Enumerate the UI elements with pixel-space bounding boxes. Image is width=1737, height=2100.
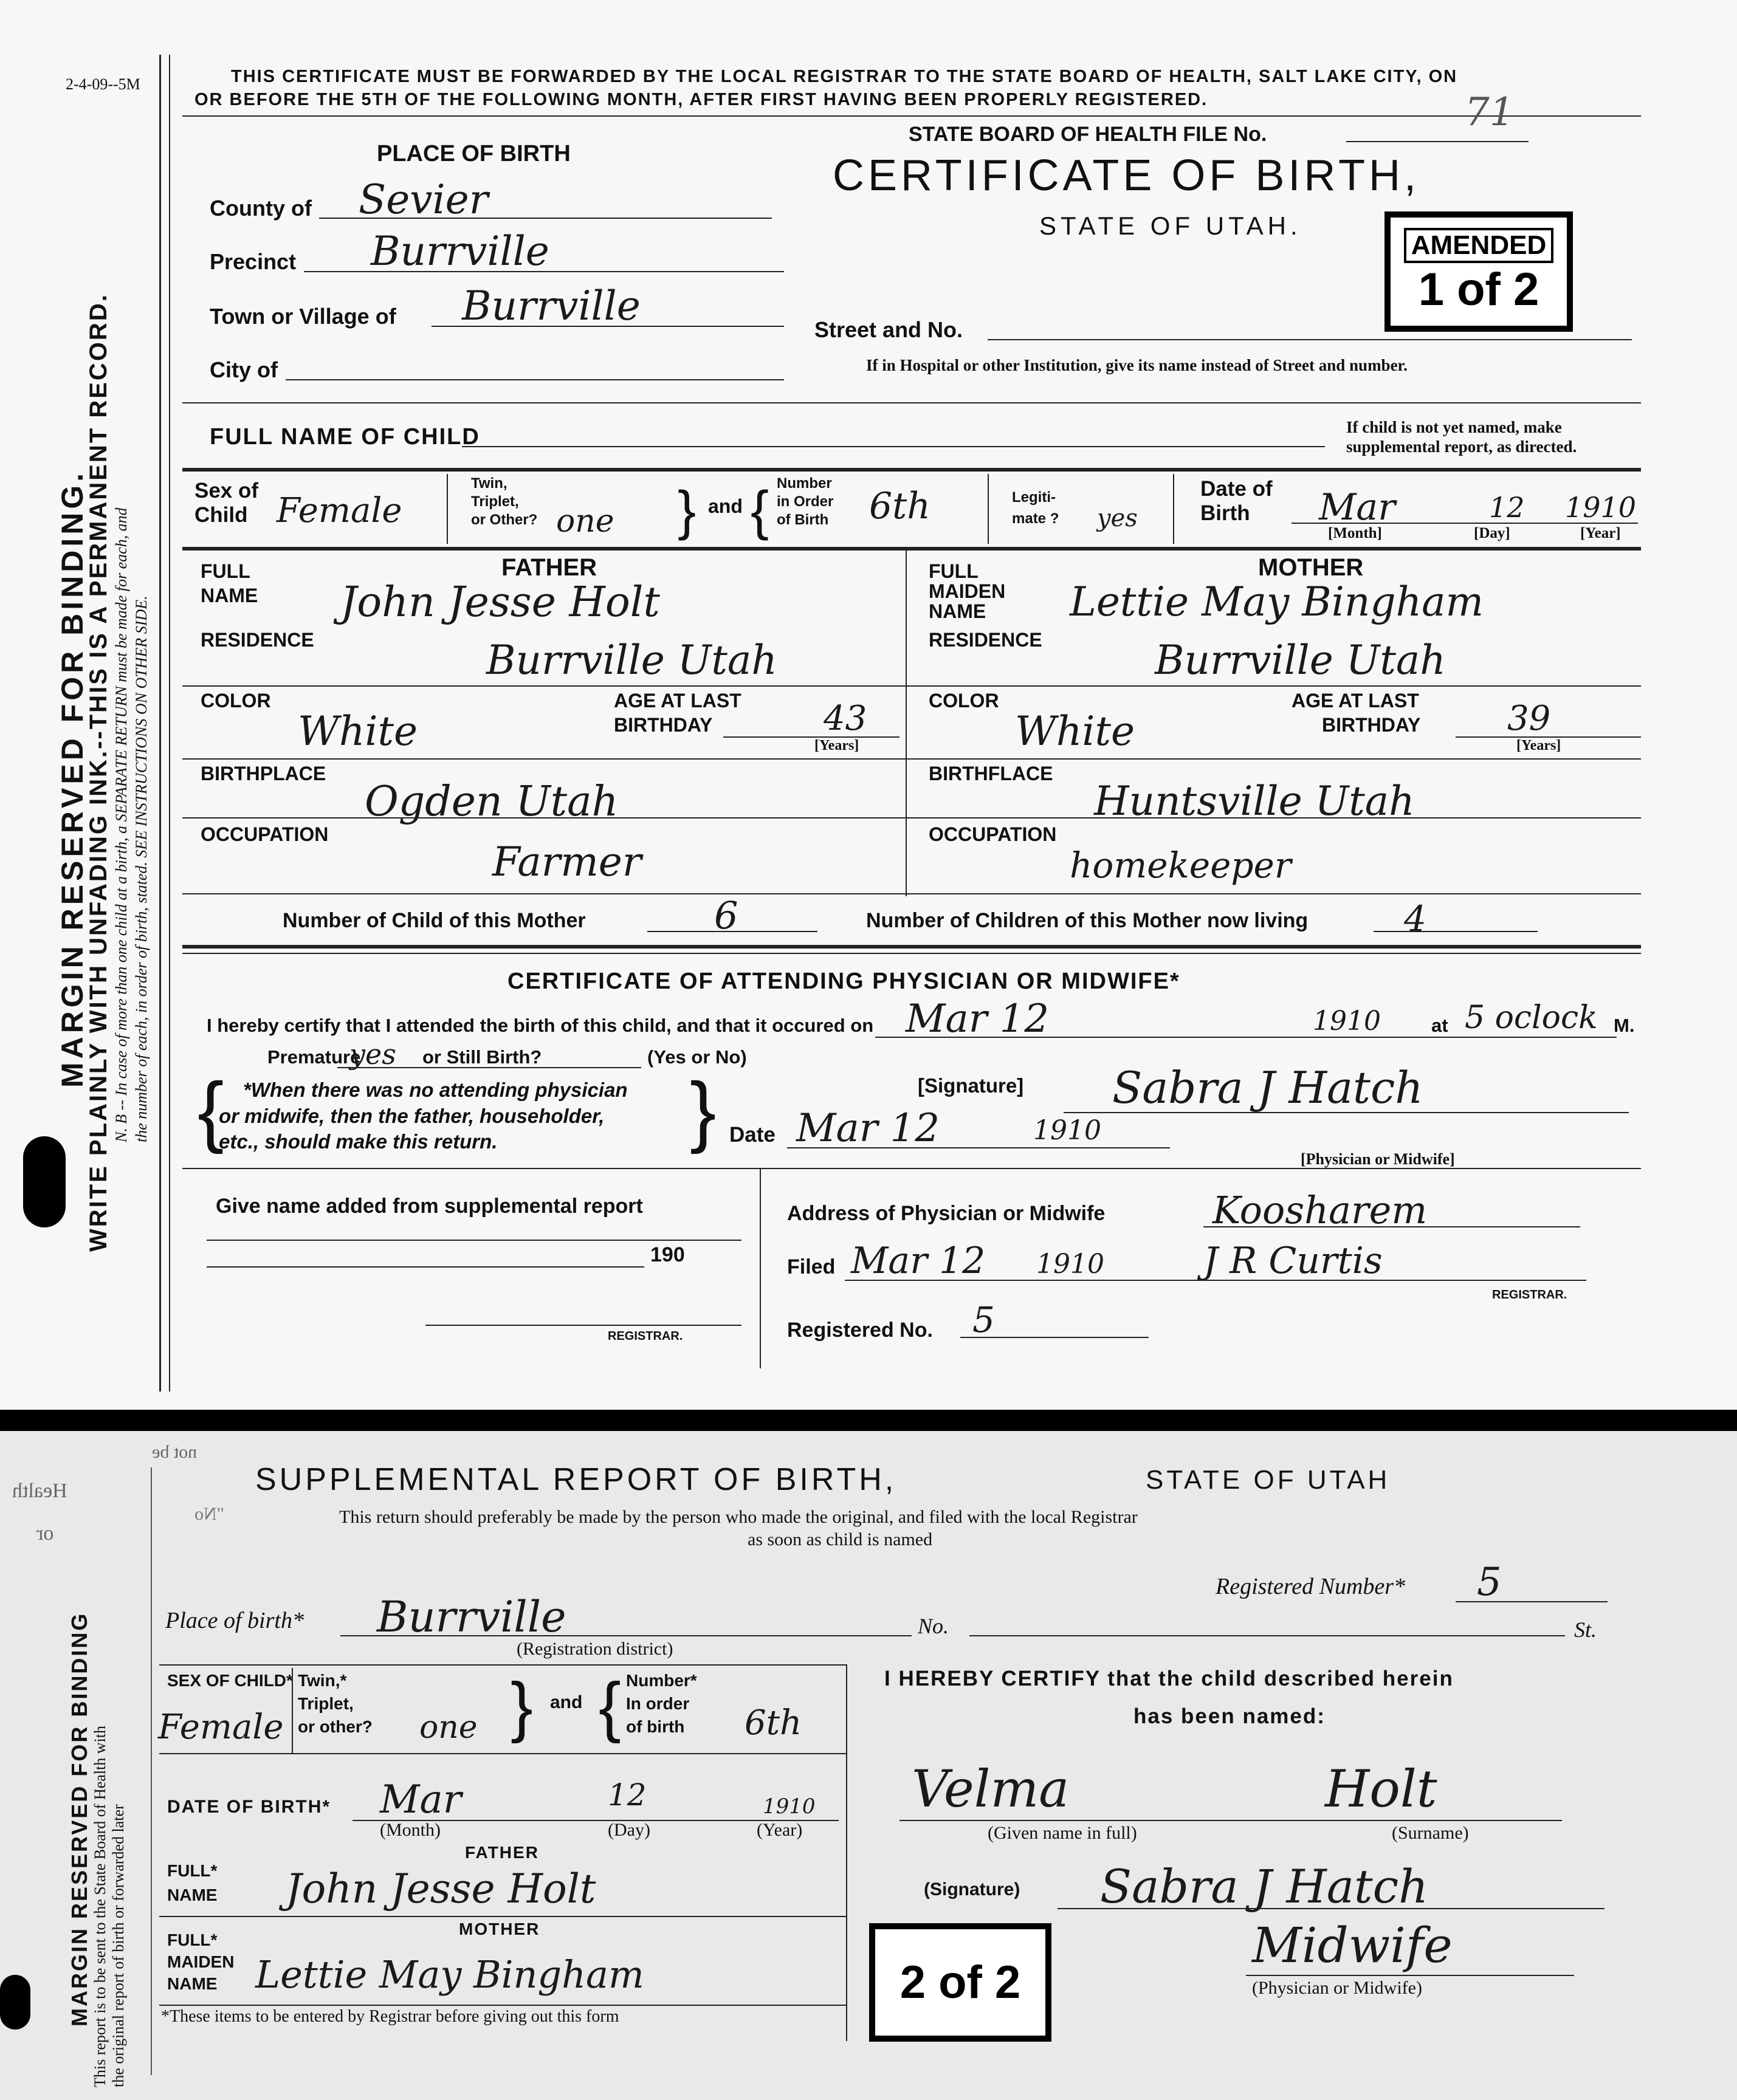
mother-occupation-label: OCCUPATION (929, 823, 1057, 845)
physician-heading: CERTIFICATE OF ATTENDING PHYSICIAN OR MIDWIFE* (507, 969, 1180, 994)
registered-label: Registered No. (787, 1319, 933, 1342)
filed-label: Filed (787, 1255, 836, 1278)
certificate-title: CERTIFICATE OF BIRTH, (833, 151, 1420, 200)
supp-order-label-2: In order (626, 1694, 690, 1713)
mother-color-line (906, 758, 1641, 760)
section-rule-3 (182, 547, 1641, 551)
town-label: Town or Village of (210, 304, 396, 329)
form-code: 2-4-09--5M (66, 75, 140, 93)
dob-label-1: Date of (1200, 477, 1273, 501)
not-named-note-1: If child is not yet named, make (1346, 418, 1562, 436)
supp-signer-role: Midwife (1252, 1917, 1453, 1974)
file-no-value: 71 (1465, 90, 1515, 135)
children-living-line (1374, 931, 1538, 932)
physician-signature: Sabra J Hatch (1112, 1062, 1423, 1113)
mother-age-value: 39 (1507, 699, 1551, 738)
registrar-signature: J R Curtis (1203, 1240, 1383, 1282)
mother-residence-label: RESIDENCE (929, 629, 1042, 651)
dob-label-2: Birth (1200, 501, 1250, 525)
hospital-note: If in Hospital or other Institution, give its name instead of Street and number. (866, 356, 1408, 374)
father-name-label: NAME (201, 585, 258, 606)
address-line (1203, 1226, 1580, 1227)
supp-mother-name-label: NAME (167, 1974, 218, 1993)
mother-maiden-label: MAIDEN (929, 580, 1006, 602)
note-brace-left: { (198, 1066, 224, 1155)
mother-birthplace-label: BIRTHFLACE (929, 763, 1053, 784)
legit-value: yes (1097, 504, 1138, 532)
year-caption: [Year] (1580, 525, 1621, 541)
town-line (432, 326, 784, 327)
order-label-3: of Birth (777, 512, 829, 528)
sign-date-value: Mar 12 (796, 1106, 940, 1151)
supp-registered-line (1456, 1601, 1608, 1602)
supp-father-full-label: FULL* (167, 1861, 218, 1880)
father-occupation-label: OCCUPATION (201, 823, 329, 845)
supp-surname-caption: (Surname) (1392, 1823, 1469, 1843)
page-2-stamp (869, 1923, 1051, 2042)
supp-month-caption: (Month) (380, 1820, 441, 1840)
child-number-line (647, 931, 817, 932)
father-birthplace-label: BIRTHPLACE (201, 763, 326, 784)
child-number-value: 6 (714, 893, 738, 938)
supp-place-value: Burrville (377, 1592, 566, 1642)
supp-order-value: 6th (745, 1703, 802, 1743)
supp-dob-year: 1910 (763, 1794, 816, 1819)
file-no-label: STATE BOARD OF HEALTH FILE No. (909, 123, 1267, 146)
year-190-label: 190 (650, 1243, 685, 1266)
supp-margin-note-2: This report is to be sent to the State Board of Health with (91, 1726, 109, 2087)
supp-margin-binding-note: MARGIN RESERVED FOR BINDING (67, 1611, 92, 2026)
day-caption: [Day] (1474, 525, 1510, 541)
registrar-caption-left: REGISTRAR. (608, 1330, 683, 1343)
supp-order-label-1: Number* (626, 1671, 697, 1690)
certify-year-value: 1910 (1313, 1006, 1381, 1037)
header-rule (182, 115, 1641, 117)
yes-no-label: (Yes or No) (647, 1046, 747, 1068)
signature-line (1064, 1112, 1629, 1113)
mother-residence-line (906, 685, 1641, 687)
month-caption: [Month] (1328, 525, 1382, 541)
father-residence-line (182, 685, 906, 687)
registered-line (960, 1337, 1149, 1338)
supp-dob-month: Mar (380, 1777, 462, 1822)
supp-order-brace: { (599, 1669, 621, 1744)
supp-dob-label: DATE OF BIRTH* (167, 1797, 331, 1817)
father-birthplace-line (182, 817, 906, 818)
filed-year-value: 1910 (1036, 1249, 1104, 1280)
mirror-text-2: Health (12, 1480, 67, 1502)
full-name-line (462, 446, 1325, 447)
supp-mother-line (159, 2005, 846, 2006)
at-label: at (1431, 1015, 1448, 1036)
father-age-line (723, 736, 899, 738)
when-note-2: or midwife, then the father, householder, (219, 1105, 605, 1127)
mother-name-value: Lettie May Bingham (1070, 578, 1484, 625)
supp-father-heading: FATHER (465, 1843, 539, 1862)
supp-twin-label-2: Triplet, (298, 1694, 354, 1713)
full-name-label: FULL NAME OF CHILD (210, 424, 480, 450)
father-residence-value: Burrville Utah (486, 637, 777, 684)
supp-reg-district-label: (Registration district) (517, 1639, 673, 1659)
father-residence-label: RESIDENCE (201, 629, 314, 651)
section-rule-5b (182, 953, 1641, 954)
amended-stamp-bottom: 1 of 2 (1418, 263, 1539, 315)
county-label: County of (210, 196, 312, 221)
mother-color-label: COLOR (929, 690, 999, 712)
supp-place-label: Place of birth* (165, 1608, 304, 1633)
twin-label-1: Twin, (471, 475, 507, 492)
father-color-value: White (298, 708, 418, 755)
parents-divider (906, 550, 907, 896)
binding-hole-top (23, 1136, 66, 1227)
address-label: Address of Physician or Midwife (787, 1202, 1106, 1225)
supp-box-right (846, 1664, 847, 2041)
give-name-label: Give name added from supplemental report (216, 1195, 643, 1218)
file-no-line (1346, 141, 1529, 142)
sex-label-1: Sex of (194, 479, 259, 503)
father-color-line (182, 758, 906, 760)
supp-street-line (969, 1635, 1565, 1636)
supplemental-report (0, 1431, 1737, 2100)
state-subtitle: STATE OF UTAH. (1039, 211, 1302, 240)
father-age-value: 43 (824, 699, 867, 738)
father-heading: FATHER (501, 554, 597, 581)
father-name-value: John Jesse Holt (340, 578, 660, 626)
supp-mother-heading: MOTHER (459, 1920, 540, 1938)
supp-title-state: STATE OF UTAH (1146, 1465, 1391, 1495)
filed-date-value: Mar 12 (851, 1240, 986, 1282)
supp-mother-name-value: Lettie May Bingham (255, 1952, 644, 1997)
town-value: Burrville (462, 283, 641, 329)
dob-month: Mar (1319, 486, 1395, 529)
margin-nb-note-2: the number of each, in order of birth, stated. SEE INSTRUCTIONS ON OTHER SIDE. (132, 595, 150, 1142)
mother-age-label-2: BIRTHDAY (1322, 714, 1421, 736)
legit-label-1: Legiti- (1012, 489, 1056, 506)
physician-midwife-caption: [Physician or Midwife] (1301, 1150, 1455, 1168)
header-notice-2: OR BEFORE THE 5TH OF THE FOLLOWING MONTH, AFTER FIRST HAVING BEEN PROPERLY REGISTERED. (194, 90, 1208, 109)
precinct-line (304, 271, 784, 272)
order-label-1: Number (777, 475, 832, 492)
supp-year-caption: (Year) (757, 1820, 803, 1840)
certify-time-value: 5 oclock (1465, 1000, 1598, 1036)
mirror-text-3: "No (194, 1504, 224, 1524)
order-value: 6th (869, 485, 930, 527)
street-label: Street and No. (814, 317, 963, 342)
supp-st-label: St. (1574, 1618, 1597, 1642)
twin-brace: } (678, 481, 697, 541)
left-frame-line-inner (169, 55, 170, 1391)
legit-label-2: mate ? (1012, 510, 1059, 527)
order-brace: { (751, 481, 769, 541)
sign-date-line (787, 1147, 1170, 1148)
registrar-caption-right: REGISTRAR. (1492, 1288, 1567, 1302)
give-name-line-1 (207, 1240, 741, 1241)
supp-signature-line (1058, 1908, 1605, 1909)
section-rule-2 (182, 468, 1641, 472)
mother-color-value: White (1015, 708, 1135, 755)
city-label: City of (210, 357, 278, 382)
header-notice-1: THIS CERTIFICATE MUST BE FORWARDED BY THE LOCAL REGISTRAR TO THE STATE BOARD OF HEALTH, SALT LAKE CITY, ON (231, 67, 1458, 86)
mother-residence-value: Burrville Utah (1155, 637, 1446, 684)
supp-day-caption: (Day) (608, 1820, 650, 1840)
page-2-stamp-label: 2 of 2 (899, 1957, 1021, 2008)
supp-surname-value: Holt (1325, 1759, 1437, 1819)
mother-full-label: FULL (929, 560, 979, 582)
amended-stamp-top: AMENDED (1404, 228, 1553, 263)
not-named-note-2: supplemental report, as directed. (1346, 437, 1577, 456)
children-living-label: Number of Children of this Mother now living (866, 909, 1309, 932)
supp-given-name-value: Velma (912, 1759, 1070, 1819)
county-line (319, 218, 772, 219)
supp-mother-full-label: FULL* (167, 1930, 218, 1949)
address-value: Koosharem (1212, 1188, 1428, 1232)
give-name-line-2 (207, 1266, 644, 1268)
supp-certify-1: I HEREBY CERTIFY that the child described herein (884, 1667, 1454, 1690)
and-label: and (708, 495, 743, 517)
supp-box-top (159, 1664, 846, 1666)
dob-day: 12 (1489, 491, 1525, 524)
supp-mother-maiden-label: MAIDEN (167, 1952, 235, 1971)
margin-nb-note-1: N. B -- In case of more than one child at a birth, a SEPARATE RETURN must be made for each, and (112, 507, 130, 1142)
supp-father-name-label: NAME (167, 1886, 218, 1904)
margin-ink-note: WRITE PLAINLY WITH UNFADING INK.--THIS IS A PERMANENT RECORD. (85, 293, 112, 1252)
supp-title: SUPPLEMENTAL REPORT OF BIRTH, (255, 1462, 897, 1497)
section-rule-1 (182, 402, 1641, 403)
order-divider (988, 474, 989, 544)
when-note-3: etc., should make this return. (219, 1130, 498, 1153)
father-birthplace-value: Ogden Utah (365, 778, 619, 826)
supp-role-caption: (Physician or Midwife) (1252, 1978, 1422, 1998)
supp-subtitle-2: as soon as child is named (748, 1529, 933, 1549)
section-rule-6 (182, 1168, 1641, 1169)
supp-registered-label: Registered Number* (1216, 1574, 1406, 1599)
supp-father-name-value: John Jesse Holt (286, 1865, 596, 1912)
certify-text: I hereby certify that I attended the birth of this child, and that it occured on (207, 1015, 874, 1036)
supp-twin-value: one (419, 1709, 478, 1746)
certify-date-line (875, 1037, 1617, 1038)
precinct-value: Burrville (371, 228, 549, 275)
sex-value: Female (277, 491, 402, 530)
supp-no-label: No. (918, 1614, 949, 1638)
supp-place-line (340, 1635, 912, 1636)
m-label: M. (1614, 1015, 1635, 1036)
mirror-text-1: not be (152, 1442, 198, 1462)
binding-hole-bottom (0, 1975, 30, 2030)
supp-twin-brace: } (511, 1669, 533, 1744)
when-note-1: *When there was no attending physician (243, 1079, 628, 1101)
left-frame-line (159, 55, 161, 1391)
supp-sex-divider (292, 1668, 293, 1753)
children-living-value: 4 (1404, 898, 1426, 939)
supp-signature-label: (Signature) (924, 1879, 1020, 1899)
twin-label-2: Triplet, (471, 493, 519, 510)
supp-role-line (1246, 1975, 1574, 1976)
precinct-label: Precinct (210, 249, 297, 274)
legit-divider (1173, 474, 1174, 544)
father-age-label-1: AGE AT LAST (614, 690, 741, 712)
twin-label-3: or Other? (471, 512, 538, 528)
supp-footnote: *These items to be entered by Registrar before giving out this form (161, 2007, 619, 2026)
supp-sex-label: SEX OF CHILD* (167, 1671, 293, 1690)
supp-registered-value: 5 (1477, 1560, 1502, 1605)
mother-name-label: NAME (929, 600, 986, 622)
margin-binding-note: MARGIN RESERVED FOR BINDING. (55, 469, 89, 1088)
order-label-2: in Order (777, 493, 834, 510)
supp-twin-label-1: Twin,* (298, 1671, 347, 1690)
registered-no-value: 5 (972, 1299, 995, 1340)
father-color-label: COLOR (201, 690, 271, 712)
place-of-birth-heading: PLACE OF BIRTH (377, 141, 571, 166)
father-age-label-2: BIRTHDAY (614, 714, 713, 736)
mother-age-label-1: AGE AT LAST (1292, 690, 1419, 712)
mother-years-caption: [Years] (1516, 738, 1561, 753)
county-value: Sevier (359, 176, 489, 223)
mother-birthplace-value: Huntsville Utah (1094, 778, 1415, 825)
supp-and-label: and (550, 1692, 583, 1712)
mother-heading: MOTHER (1258, 554, 1364, 581)
sex-label-2: Child (194, 503, 248, 527)
supp-order-label-3: of birth (626, 1717, 685, 1736)
supp-given-line (899, 1820, 1562, 1821)
certify-date-value: Mar 12 (906, 997, 1050, 1041)
father-full-label: FULL (201, 560, 250, 582)
supp-given-caption: (Given name in full) (988, 1823, 1137, 1843)
bottom-divider (760, 1168, 761, 1368)
premature-label: Premature (267, 1046, 361, 1068)
premature-value: yes (349, 1038, 396, 1071)
amended-stamp (1384, 211, 1573, 332)
father-occupation-value: Farmer (492, 839, 642, 885)
mother-occupation-value: homekeeper (1070, 845, 1292, 886)
supp-sex-row-line (159, 1753, 846, 1754)
signature-label: [Signature] (918, 1074, 1024, 1097)
supp-subtitle-1: This return should preferably be made by the person who made the original, and filed with the local Registrar (339, 1507, 1138, 1527)
mirror-text-4: or (36, 1522, 54, 1545)
twin-value: one (556, 503, 614, 540)
father-years-caption: [Years] (814, 738, 859, 753)
supp-dob-day: 12 (608, 1777, 647, 1813)
supp-father-line (159, 1916, 846, 1917)
section-rule-5 (182, 945, 1641, 949)
supp-margin-note-3: the original report of birth or forwarded later (109, 1804, 127, 2087)
date-label: Date (729, 1123, 776, 1147)
dob-year: 1910 (1565, 491, 1637, 524)
supp-twin-label-3: or other? (298, 1717, 373, 1736)
street-line (988, 339, 1632, 340)
dob-line (1292, 523, 1638, 524)
note-brace-right: } (690, 1066, 717, 1155)
still-birth-label: or Still Birth? (422, 1046, 542, 1068)
sex-divider (447, 474, 448, 544)
section-rule-4 (182, 893, 1641, 894)
supp-signature-value: Sabra J Hatch (1100, 1859, 1429, 1913)
city-line (286, 379, 784, 380)
child-number-label: Number of Child of this Mother (283, 909, 586, 932)
mother-birthplace-line (906, 817, 1641, 818)
filed-line (845, 1280, 1586, 1281)
supp-certify-2: has been named: (1133, 1704, 1326, 1728)
supp-left-frame (151, 1467, 152, 2075)
premature-line (337, 1067, 641, 1068)
supp-sex-value: Female (158, 1707, 284, 1747)
sign-year-value: 1910 (1033, 1115, 1101, 1146)
registrar-line-left (425, 1325, 741, 1326)
